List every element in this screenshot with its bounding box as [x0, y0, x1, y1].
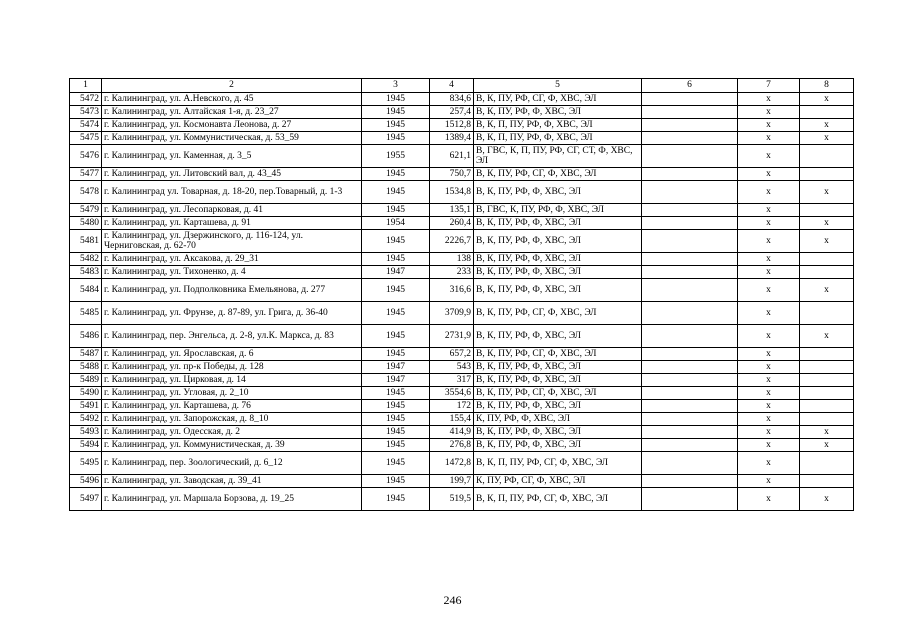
address-cell: г. Калининград, ул. пр-к Победы, д. 128	[102, 361, 362, 374]
elements-cell: В, К, ПУ, РФ, СГ, Ф, ХВС, ЭЛ	[474, 168, 642, 181]
elements-cell: В, К, ПУ, РФ, Ф, ХВС, ЭЛ	[474, 279, 642, 302]
column-6-cell	[642, 348, 738, 361]
column-7-mark: х	[738, 279, 800, 302]
area-cell: 260,4	[430, 217, 474, 230]
column-8-mark	[800, 387, 854, 400]
year-cell: 1947	[362, 361, 430, 374]
elements-cell: В, ГВС, К, ПУ, РФ, Ф, ХВС, ЭЛ	[474, 204, 642, 217]
column-8-mark: х	[800, 230, 854, 253]
area-cell: 138	[430, 253, 474, 266]
address-cell: г. Калининград, ул. Коммунистическая, д. 39	[102, 439, 362, 452]
elements-cell: К, ПУ, РФ, Ф, ХВС, ЭЛ	[474, 413, 642, 426]
address-cell: г. Калининград, ул. Маршала Борзова, д. 19_25	[102, 488, 362, 511]
column-6-cell	[642, 400, 738, 413]
housing-register-table	[69, 78, 854, 511]
column-6-cell	[642, 488, 738, 511]
table-row	[70, 132, 854, 145]
column-8-mark	[800, 145, 854, 168]
area-cell: 276,8	[430, 439, 474, 452]
year-cell: 1945	[362, 439, 430, 452]
year-cell: 1945	[362, 168, 430, 181]
column-6-cell	[642, 325, 738, 348]
column-8-mark: х	[800, 93, 854, 106]
page-number: 246	[443, 593, 462, 607]
area-cell: 1512,8	[430, 119, 474, 132]
table-row	[70, 325, 854, 348]
area-cell: 1389,4	[430, 132, 474, 145]
column-8-mark	[800, 204, 854, 217]
row-id: 5496	[70, 475, 102, 488]
address-cell: г. Калининград, ул. Тихоненко, д. 4	[102, 266, 362, 279]
address-cell: г. Калининград, ул. Подполковника Емельянова, д. 277	[102, 279, 362, 302]
row-id: 5493	[70, 426, 102, 439]
row-id: 5483	[70, 266, 102, 279]
area-cell: 834,6	[430, 93, 474, 106]
table-row	[70, 302, 854, 325]
area-cell: 750,7	[430, 168, 474, 181]
area-cell: 233	[430, 266, 474, 279]
area-cell: 414,9	[430, 426, 474, 439]
elements-cell: В, К, ПУ, РФ, Ф, ХВС, ЭЛ	[474, 439, 642, 452]
column-8-mark	[800, 106, 854, 119]
year-cell: 1945	[362, 132, 430, 145]
column-6-cell	[642, 302, 738, 325]
elements-cell: В, ГВС, К, П, ПУ, РФ, СГ, СТ, Ф, ХВС, ЭЛ	[474, 145, 642, 168]
column-8-mark	[800, 475, 854, 488]
elements-cell: В, К, ПУ, РФ, СГ, Ф, ХВС, ЭЛ	[474, 387, 642, 400]
column-7-mark: х	[738, 361, 800, 374]
column-6-cell	[642, 266, 738, 279]
row-id: 5474	[70, 119, 102, 132]
column-8-mark	[800, 253, 854, 266]
row-id: 5473	[70, 106, 102, 119]
column-6-cell	[642, 217, 738, 230]
column-8-mark: х	[800, 181, 854, 204]
column-8-mark: х	[800, 132, 854, 145]
address-cell: г. Калининград, ул. Коммунистическая, д. 53_59	[102, 132, 362, 145]
column-8-mark	[800, 400, 854, 413]
year-cell: 1945	[362, 348, 430, 361]
column-7-mark: х	[738, 426, 800, 439]
year-cell: 1945	[362, 400, 430, 413]
column-7-mark: х	[738, 348, 800, 361]
column-7-mark: х	[738, 181, 800, 204]
row-id: 5484	[70, 279, 102, 302]
column-6-cell	[642, 413, 738, 426]
row-id: 5494	[70, 439, 102, 452]
elements-cell: В, К, ПУ, РФ, СГ, Ф, ХВС, ЭЛ	[474, 93, 642, 106]
area-cell: 1472,8	[430, 452, 474, 475]
address-cell: г. Калининград ул. Товарная, д. 18-20, пер.Товарный, д. 1-3	[102, 181, 362, 204]
column-8-mark	[800, 348, 854, 361]
table-row	[70, 168, 854, 181]
column-number-5: 5	[474, 79, 642, 93]
row-id: 5489	[70, 374, 102, 387]
address-cell: г. Калининград, ул. Фрунзе, д. 87-89, ул. Грига, д. 36-40	[102, 302, 362, 325]
column-7-mark: х	[738, 119, 800, 132]
address-cell: г. Калининград, ул. Каменная, д. 3_5	[102, 145, 362, 168]
column-8-mark: х	[800, 426, 854, 439]
area-cell: 621,1	[430, 145, 474, 168]
row-id: 5481	[70, 230, 102, 253]
elements-cell: В, К, ПУ, РФ, Ф, ХВС, ЭЛ	[474, 217, 642, 230]
column-6-cell	[642, 452, 738, 475]
table-row	[70, 400, 854, 413]
column-number-7: 7	[738, 79, 800, 93]
column-7-mark: х	[738, 475, 800, 488]
elements-cell: В, К, ПУ, РФ, Ф, ХВС, ЭЛ	[474, 374, 642, 387]
year-cell: 1945	[362, 452, 430, 475]
elements-cell: В, К, ПУ, РФ, Ф, ХВС, ЭЛ	[474, 230, 642, 253]
address-cell: г. Калининград, ул. Карташева, д. 91	[102, 217, 362, 230]
area-cell: 657,2	[430, 348, 474, 361]
year-cell: 1945	[362, 302, 430, 325]
column-6-cell	[642, 204, 738, 217]
column-6-cell	[642, 361, 738, 374]
elements-cell: В, К, ПУ, РФ, СГ, Ф, ХВС, ЭЛ	[474, 348, 642, 361]
area-cell: 2226,7	[430, 230, 474, 253]
column-7-mark: х	[738, 488, 800, 511]
area-cell: 172	[430, 400, 474, 413]
row-id: 5485	[70, 302, 102, 325]
row-id: 5475	[70, 132, 102, 145]
elements-cell: В, К, ПУ, РФ, Ф, ХВС, ЭЛ	[474, 266, 642, 279]
column-8-mark: х	[800, 279, 854, 302]
column-6-cell	[642, 145, 738, 168]
year-cell: 1945	[362, 387, 430, 400]
elements-cell: В, К, ПУ, РФ, Ф, ХВС, ЭЛ	[474, 181, 642, 204]
table-row	[70, 426, 854, 439]
elements-cell: В, К, П, ПУ, РФ, СГ, Ф, ХВС, ЭЛ	[474, 488, 642, 511]
column-7-mark: х	[738, 439, 800, 452]
column-6-cell	[642, 253, 738, 266]
row-id: 5478	[70, 181, 102, 204]
column-7-mark: х	[738, 266, 800, 279]
year-cell: 1945	[362, 106, 430, 119]
area-cell: 155,4	[430, 413, 474, 426]
column-7-mark: х	[738, 387, 800, 400]
table-row	[70, 266, 854, 279]
address-cell: г. Калининград, ул. Аксакова, д. 29_31	[102, 253, 362, 266]
address-cell: г. Калининград, ул. Цирковая, д. 14	[102, 374, 362, 387]
address-cell: г. Калининград, ул. Литовский вал, д. 43_45	[102, 168, 362, 181]
table-row	[70, 119, 854, 132]
column-6-cell	[642, 119, 738, 132]
column-7-mark: х	[738, 217, 800, 230]
row-id: 5492	[70, 413, 102, 426]
column-7-mark: х	[738, 230, 800, 253]
table-row	[70, 145, 854, 168]
address-cell: г. Калининград, ул. Одесская, д. 2	[102, 426, 362, 439]
row-id: 5476	[70, 145, 102, 168]
address-cell: г. Калининград, ул. А.Невского, д. 45	[102, 93, 362, 106]
column-8-mark	[800, 361, 854, 374]
column-6-cell	[642, 426, 738, 439]
year-cell: 1945	[362, 204, 430, 217]
address-cell: г. Калининград, ул. Дзержинского, д. 116-124, ул. Черниговская, д. 62-70	[102, 230, 362, 253]
address-cell: г. Калининград, ул. Угловая, д. 2_10	[102, 387, 362, 400]
row-id: 5491	[70, 400, 102, 413]
column-number-2: 2	[102, 79, 362, 93]
table-row	[70, 106, 854, 119]
column-8-mark: х	[800, 488, 854, 511]
column-number-3: 3	[362, 79, 430, 93]
row-id: 5488	[70, 361, 102, 374]
column-6-cell	[642, 181, 738, 204]
elements-cell: В, К, П, ПУ, РФ, Ф, ХВС, ЭЛ	[474, 119, 642, 132]
column-8-mark	[800, 302, 854, 325]
column-7-mark: х	[738, 168, 800, 181]
column-7-mark: х	[738, 400, 800, 413]
column-6-cell	[642, 475, 738, 488]
table-row	[70, 475, 854, 488]
column-8-mark	[800, 374, 854, 387]
column-7-mark: х	[738, 106, 800, 119]
column-6-cell	[642, 279, 738, 302]
elements-cell: В, К, ПУ, РФ, Ф, ХВС, ЭЛ	[474, 106, 642, 119]
column-6-cell	[642, 374, 738, 387]
address-cell: г. Калининград, пер. Зоологический, д. 6_12	[102, 452, 362, 475]
column-number-6: 6	[642, 79, 738, 93]
column-7-mark: х	[738, 374, 800, 387]
table-row	[70, 361, 854, 374]
column-number-4: 4	[430, 79, 474, 93]
address-cell: г. Калининград, ул. Карташева, д. 76	[102, 400, 362, 413]
address-cell: г. Калининград, пер. Энгельса, д. 2-8, ул.К. Маркса, д. 83	[102, 325, 362, 348]
table-row	[70, 413, 854, 426]
row-id: 5487	[70, 348, 102, 361]
column-7-mark: х	[738, 452, 800, 475]
year-cell: 1945	[362, 93, 430, 106]
area-cell: 519,5	[430, 488, 474, 511]
row-id: 5497	[70, 488, 102, 511]
year-cell: 1945	[362, 253, 430, 266]
area-cell: 257,4	[430, 106, 474, 119]
elements-cell: В, К, ПУ, РФ, Ф, ХВС, ЭЛ	[474, 253, 642, 266]
area-cell: 2731,9	[430, 325, 474, 348]
row-id: 5495	[70, 452, 102, 475]
address-cell: г. Калининград, ул. Космонавта Леонова, д. 27	[102, 119, 362, 132]
column-8-mark: х	[800, 439, 854, 452]
table-row	[70, 204, 854, 217]
address-cell: г. Калининград, ул. Лесопарковая, д. 41	[102, 204, 362, 217]
column-6-cell	[642, 106, 738, 119]
column-8-mark: х	[800, 119, 854, 132]
year-cell: 1954	[362, 217, 430, 230]
column-7-mark: х	[738, 93, 800, 106]
column-8-mark: х	[800, 325, 854, 348]
area-cell: 316,6	[430, 279, 474, 302]
year-cell: 1945	[362, 325, 430, 348]
elements-cell: В, К, ПУ, РФ, СГ, Ф, ХВС, ЭЛ	[474, 302, 642, 325]
column-8-mark	[800, 266, 854, 279]
table-row	[70, 279, 854, 302]
year-cell: 1945	[362, 426, 430, 439]
year-cell: 1945	[362, 488, 430, 511]
table-row	[70, 439, 854, 452]
row-id: 5480	[70, 217, 102, 230]
table-row	[70, 348, 854, 361]
table-row	[70, 217, 854, 230]
address-cell: г. Калининград, ул. Алтайская 1-я, д. 23_27	[102, 106, 362, 119]
row-id: 5482	[70, 253, 102, 266]
column-6-cell	[642, 168, 738, 181]
area-cell: 543	[430, 361, 474, 374]
elements-cell: В, К, ПУ, РФ, Ф, ХВС, ЭЛ	[474, 426, 642, 439]
column-7-mark: х	[738, 204, 800, 217]
year-cell: 1945	[362, 230, 430, 253]
address-cell: г. Калининград, ул. Заводская, д. 39_41	[102, 475, 362, 488]
elements-cell: В, К, П, ПУ, РФ, СГ, Ф, ХВС, ЭЛ	[474, 452, 642, 475]
elements-cell: В, К, ПУ, РФ, Ф, ХВС, ЭЛ	[474, 400, 642, 413]
column-6-cell	[642, 132, 738, 145]
table-row	[70, 253, 854, 266]
area-cell: 3554,6	[430, 387, 474, 400]
column-8-mark: х	[800, 217, 854, 230]
column-6-cell	[642, 230, 738, 253]
year-cell: 1945	[362, 119, 430, 132]
column-7-mark: х	[738, 413, 800, 426]
elements-cell: К, ПУ, РФ, СГ, Ф, ХВС, ЭЛ	[474, 475, 642, 488]
area-cell: 135,1	[430, 204, 474, 217]
elements-cell: В, К, ПУ, РФ, Ф, ХВС, ЭЛ	[474, 325, 642, 348]
table-row	[70, 488, 854, 511]
table-row	[70, 387, 854, 400]
row-id: 5477	[70, 168, 102, 181]
address-cell: г. Калининград, ул. Ярославская, д. 6	[102, 348, 362, 361]
column-number-8: 8	[800, 79, 854, 93]
area-cell: 3709,9	[430, 302, 474, 325]
year-cell: 1947	[362, 374, 430, 387]
column-number-1: 1	[70, 79, 102, 93]
area-cell: 317	[430, 374, 474, 387]
elements-cell: В, К, ПУ, РФ, Ф, ХВС, ЭЛ	[474, 361, 642, 374]
table-row	[70, 181, 854, 204]
column-8-mark	[800, 452, 854, 475]
year-cell: 1945	[362, 279, 430, 302]
column-6-cell	[642, 93, 738, 106]
year-cell: 1945	[362, 181, 430, 204]
column-8-mark	[800, 168, 854, 181]
year-cell: 1945	[362, 475, 430, 488]
column-7-mark: х	[738, 325, 800, 348]
row-id: 5472	[70, 93, 102, 106]
table-row	[70, 452, 854, 475]
column-7-mark: х	[738, 132, 800, 145]
year-cell: 1945	[362, 413, 430, 426]
table-row	[70, 374, 854, 387]
table-body	[70, 79, 854, 511]
column-6-cell	[642, 387, 738, 400]
column-number-header-row	[70, 79, 854, 93]
column-7-mark: х	[738, 145, 800, 168]
year-cell: 1955	[362, 145, 430, 168]
area-cell: 1534,8	[430, 181, 474, 204]
row-id: 5479	[70, 204, 102, 217]
table-row	[70, 93, 854, 106]
address-cell: г. Калининград, ул. Запорожская, д. 8_10	[102, 413, 362, 426]
column-7-mark: х	[738, 253, 800, 266]
row-id: 5490	[70, 387, 102, 400]
row-id: 5486	[70, 325, 102, 348]
column-7-mark: х	[738, 302, 800, 325]
year-cell: 1947	[362, 266, 430, 279]
elements-cell: В, К, П, ПУ, РФ, Ф, ХВС, ЭЛ	[474, 132, 642, 145]
table-row	[70, 230, 854, 253]
area-cell: 199,7	[430, 475, 474, 488]
column-6-cell	[642, 439, 738, 452]
column-8-mark	[800, 413, 854, 426]
